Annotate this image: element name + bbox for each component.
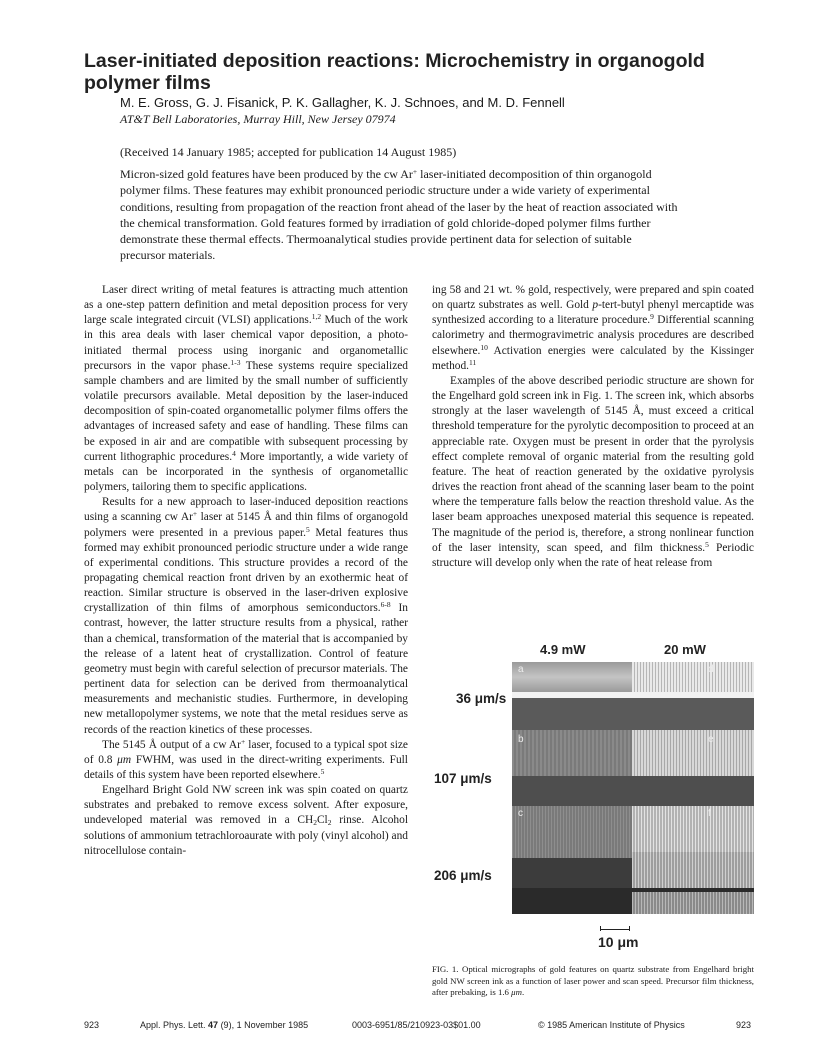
- figure-column-label-low-power: 4.9 mW: [540, 642, 586, 657]
- panel-letter-d: d: [708, 664, 714, 675]
- paper-title: Laser-initiated deposition reactions: Microchemistry in organogold polymer films: [84, 50, 705, 94]
- paragraph-ink: Engelhard Bright Gold NW screen ink was spin coated on quartz substrates and prebaked to remove excess solvent. After exposure, undeveloped material was removed in a $CH_2Cl_2$ rinse. Alcohol solutions of ammonium tetrachloroaurate with poly (vinyl alcohol) and nitrocellulose contain-: [84, 784, 408, 857]
- gold-feature-strip-36: [512, 662, 754, 692]
- copyright-notice: © 1985 American Institute of Physics: [538, 1020, 685, 1030]
- paragraph-periodic: Examples of the above described periodic structure are shown for the Engelhard gold screen ink in Fig. 1. The screen ink, which absorbs strongly at the laser wavelength of 5145 Å, must exceed a critical threshold temperature for the pyrolytic decomposition to proceed at an appreciable rate. Oxygen must be present in order that the pyrolysis effect complete removal of organic material from the resulting gold feature. The heat of reaction generated by the oxidative pyrolysis drives the reaction front ahead of the scanning laser beam to the point where the temperature falls below the reaction threshold value. As the laser beam approaches unexposed material this sequence is repeated. The magnitude of the period is, therefore, a strong nonlinear function of the laser intensity, scan speed, and film thickness.$^5$ Periodic structure will develop only when the rate of heat release from: [432, 374, 754, 569]
- paragraph-results: Results for a new approach to laser-induced deposition reactions using a scanning cw Ar+ laser at 5145 Å and thin films of organogold polymers were presented in a previous paper.$^5$ Metal features thus formed may exhibit pronounced periodic structure under a wide range of experimental conditions. This structure provides a record of the propagating chemical reaction front driven by an exothermic heat of reaction. Similar structure is observed in the laser-driven explosive crystallization of thin films of amorphous semiconductors.$^{6-8}$ In contrast, however, the latter structure results from a physical, rather than a chemical, transformation of the material that is accompanied by the release of a latent heat of crystallization. Control of feature geometry must begin with careful selection of precursor materials. The pertinent data for selection can be derived from thermoanalytical measurements and mechanistic studies. Furthermore, in developing new metallopolymer systems, we note that the metal residues serve as records of the reaction kinetics of these processes.: [84, 496, 409, 736]
- panel-letter-b: b: [518, 734, 524, 745]
- figure-row-label-36: 36 μm/s: [456, 691, 507, 706]
- abstract: Micron-sized gold features have been produced by the cw Ar+ laser-initiated decomposition of thin organogold polymer films. These features may exhibit pronounced periodic structure under a wide variety of experimental conditions, resulting from propagation of the reaction front ahead of the laser by the heat of reaction associated with the chemical transformation. Gold features formed by irradiation of gold chloride-doped polymer films further demonstrate these thermal effects. Thermoanalytical studies provide pertinent data for selection of suitable precursor materials.: [120, 167, 678, 263]
- received-dates: (Received 14 January 1985; accepted for publication 14 August 1985): [120, 145, 457, 159]
- scale-bar-label: 10 μm: [598, 934, 639, 950]
- panel-letter-f: f: [708, 808, 711, 819]
- scale-bar: [600, 929, 630, 930]
- paragraph-laser: The 5145 Å output of a cw Ar+ laser, focused to a typical spot size of 0.8 μm FWHM, was used in the direct-writing experiments. Full details of this system have been reported elsewhere.$^5$: [84, 736, 408, 781]
- figure-caption: FIG. 1. Optical micrographs of gold features on quartz substrate from Engelhard bright gold NW screen ink as a function of laser power and scan speed. Precursor film thickness, after prebaking, is 1.6 μm.: [432, 964, 754, 997]
- journal-citation: Appl. Phys. Lett. 47 (9), 1 November 1985: [140, 1020, 309, 1030]
- panel-letter-a: a: [518, 664, 524, 675]
- affiliation: AT&T Bell Laboratories, Murray Hill, New Jersey 07974: [120, 112, 396, 126]
- body-column-right: [432, 283, 754, 571]
- author-list: M. E. Gross, G. J. Fisanick, P. K. Gallagher, K. J. Schnoes, and M. D. Fennell: [120, 95, 565, 110]
- figure-row-label-206: 206 μm/s: [434, 868, 492, 883]
- figure-micrograph: [512, 662, 754, 914]
- page-number-right: 923: [736, 1020, 752, 1030]
- article-code: 0003-6951/85/210923-03$01.00: [352, 1020, 481, 1030]
- panel-letter-e: e: [708, 734, 714, 745]
- scale-bar-tick-left: [600, 926, 601, 931]
- panel-letter-c: c: [518, 808, 523, 819]
- gold-feature-strip-107: [512, 730, 754, 776]
- scale-bar-tick-right: [629, 926, 630, 931]
- paragraph-intro: Laser direct writing of metal features is attracting much attention as a one-step pattern definition and metal deposition process for very large scale integrated circuit (VLSI) applications.$^{1,2}$ Much of the work in this area deals with laser chemical vapor deposition, a photo-initiated thermal process using inorganic and organometallic precursors in the vapor phase.$^{1-3}$ These systems require specialized sample chambers and are limited by the small number of sufficiently volatile precursors available. Metal deposition by the laser-induced decomposition of spin-coated organometallic polymer films offers the advantages of increased safety and ease of handling. These films can be exposed in air and are compatible with subsequent processing by current lithographic procedures.$^4$ More importantly, a wide variety of metals can be incorporated in the synthesis of organometallic polymers, tailoring them to specific applications.: [84, 284, 409, 494]
- figure-column-label-high-power: 20 mW: [664, 642, 706, 657]
- page-number-left: 923: [84, 1020, 100, 1030]
- paragraph-solutions: ing 58 and 21 wt. % gold, respectively, were prepared and spin coated on quartz substrates as well. Gold p-tert-butyl phenyl mercaptide was synthesized according to a literature procedure.$^9$ Differential scanning calorimetry and thermogravimetric analysis procedures are described elsewhere.$^{10}$ Activation energies were calculated by the Kissinger method.$^{11}$: [432, 284, 754, 372]
- body-column-left: [84, 283, 408, 859]
- figure-row-label-107: 107 μm/s: [434, 771, 492, 786]
- gold-feature-strip-206: [512, 806, 754, 858]
